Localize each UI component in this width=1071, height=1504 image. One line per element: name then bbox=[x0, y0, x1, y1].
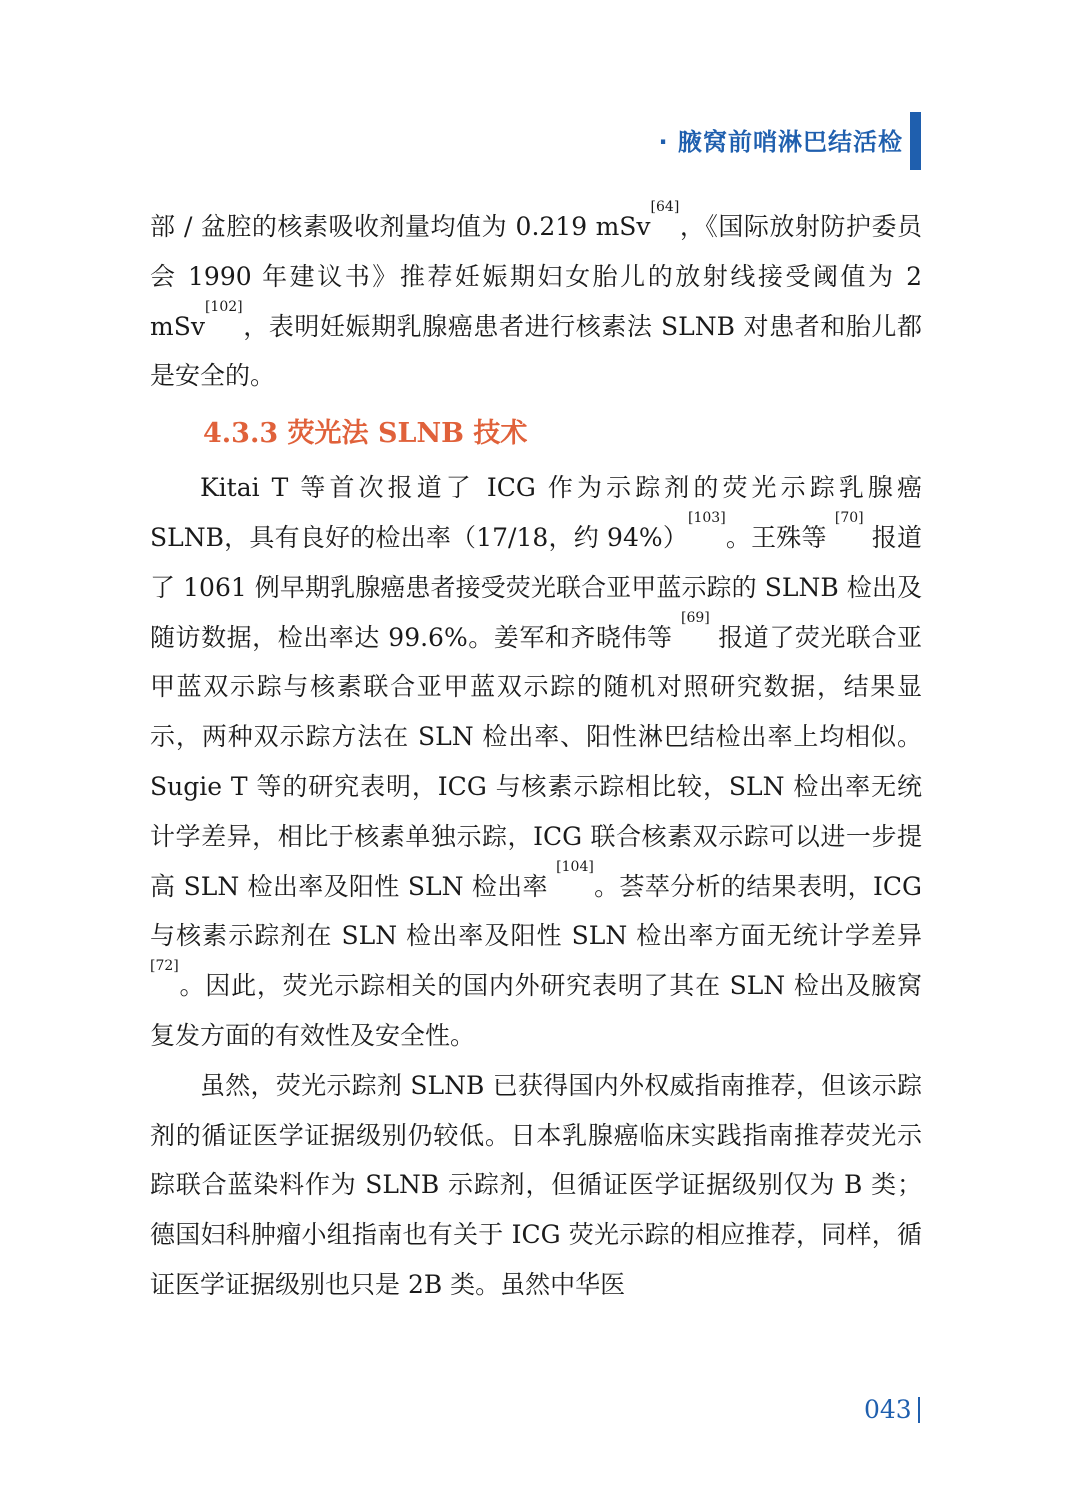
running-header-bar bbox=[910, 112, 921, 170]
text-run: 。荟萃分析的结果表明，ICG 与核素示踪剂在 SLN 检出率及阳性 SLN 检出率方面无统计学差异 bbox=[150, 871, 922, 951]
text-run: 。王殊等 bbox=[725, 522, 835, 552]
paragraph-3: 虽然，荧光示踪剂 SLNB 已获得国内外权威指南推荐，但该示踪剂的循证医学证据级别仍较低。日本乳腺癌临床实践指南推荐荧光示踪联合蓝染料作为 SLNB 示踪剂，但循证医学证据级别仅为 B 类；德国妇科肿瘤小组指南也有关于 ICG 荧光示踪的相应推荐，同样，循证医学证据级别也只是 2B 类。虽然中华医 bbox=[150, 1070, 922, 1299]
reference-marker: [103] bbox=[688, 509, 726, 526]
text-run: Kitai T 等首次报道了 ICG 作为示踪剂的荧光示踪乳腺癌 SLNB，具有良好的检出率（17/18，约 94%） bbox=[150, 473, 922, 552]
paragraph-1 bbox=[150, 199, 922, 401]
reference-marker: [72] bbox=[150, 958, 179, 975]
reference-marker: [64] bbox=[650, 199, 680, 215]
page-number-divider bbox=[918, 1397, 920, 1423]
reference-marker: [104] bbox=[556, 858, 594, 875]
page-number: 043 bbox=[864, 1395, 912, 1424]
reference-marker: [69] bbox=[681, 609, 710, 626]
text-run: 报道了荧光联合亚甲蓝双示踪与核素联合亚甲蓝双示踪的随机对照研究数据，结果显示，两种双示踪方法在 SLN 检出率、阳性淋巴结检出率上均相似。Sugie T 等的研究表明，ICG 与核素示踪相比较，SLN 检出率无统计学差异，相比于核素单独示踪，ICG 联合核素双示踪可以进一步提高 SLN 检出率及阳性 SLN 检出率 bbox=[150, 622, 922, 901]
section-heading: 4.3.3 荧光法 SLNB 技术 bbox=[203, 418, 528, 450]
text-run: ，表明妊娠期乳腺癌患者进行核素法 SLNB 对患者和胎儿都是安全的。 bbox=[150, 311, 922, 391]
main-text bbox=[150, 199, 922, 1310]
text-run: 。因此，荧光示踪相关的国内外研究表明了其在 SLN 检出及腋窝复发方面的有效性及安全性。 bbox=[150, 971, 922, 1050]
text-run: ，《国际放射防护委员会 1990 年建议书》推荐妊娠期妇女胎儿的放射线接受阈值为 2 mSv bbox=[150, 212, 922, 341]
text-run: 报道了 1061 例早期乳腺癌患者接受荧光联合亚甲蓝示踪的 SLNB 检出及随访数据，检出率达 99.6%。姜军和齐晓伟等 bbox=[150, 522, 922, 652]
paragraph-2 bbox=[150, 463, 922, 1061]
text-run: 部 / 盆腔的核素吸收剂量均值为 0.219 mSv bbox=[150, 212, 651, 241]
reference-marker: [70] bbox=[834, 509, 864, 526]
running-header-title: · 腋窝前哨淋巴结活检 bbox=[658, 128, 903, 156]
reference-marker: [102] bbox=[204, 298, 243, 315]
